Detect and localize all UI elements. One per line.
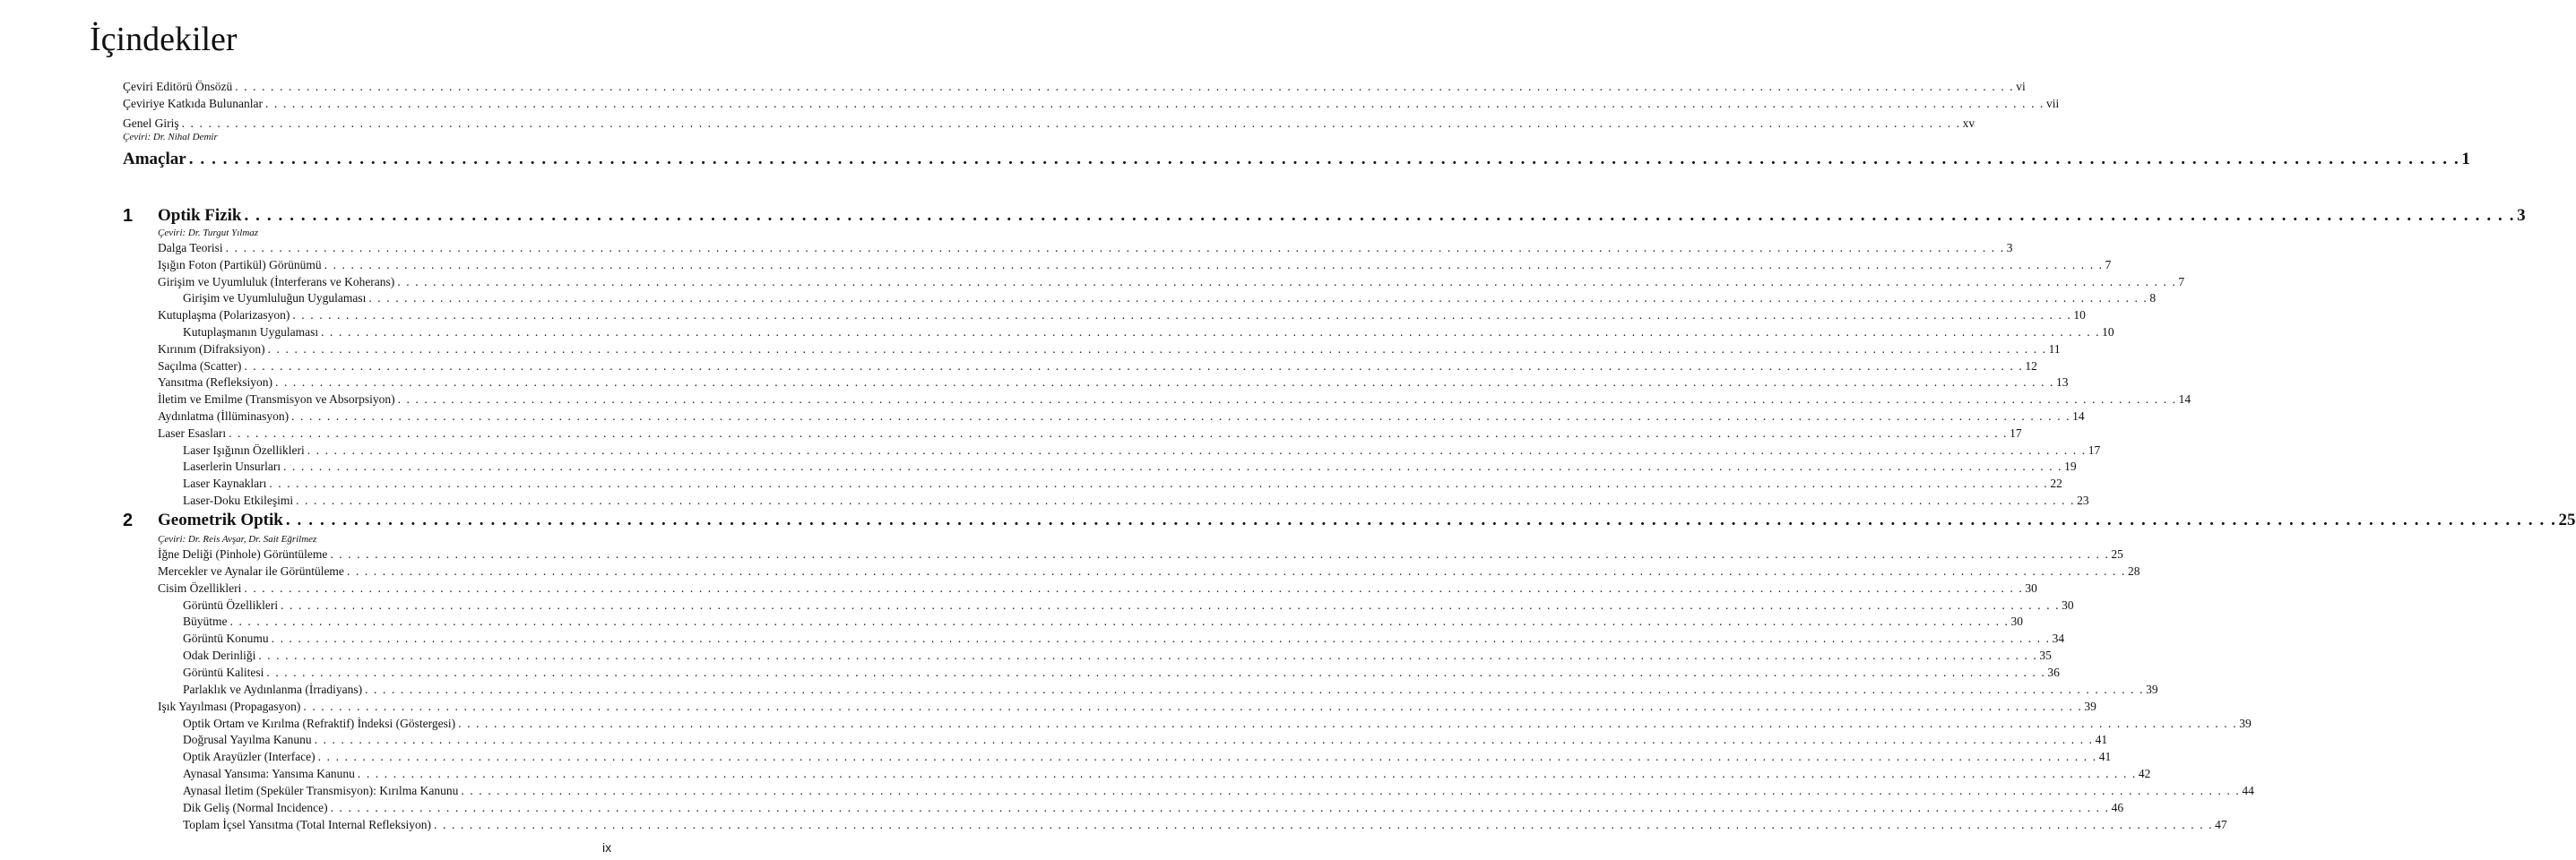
dot-leader: . . . . . . . . . . . . . . . . . . . . . . . . . . . . . . . . . . . . . . . . . . . . . . . . . . . . . . . . . . . . . . . . . . . . . . . . . . . . . . . . . . . . . . . . . . . . . . . . . . . . . . . . . . . . . . . . . . . . . . . . . . . . . . . . . . . . . . . . . . . . . . . . . . . . . . . . . . . . . . . . . . . . . . . . . . . . . . . . . . . . . . . . . . . . . . . . . . . . . . . .	[283, 460, 2063, 474]
dot-leader: . . . . . . . . . . . . . . . . . . . . . . . . . . . . . . . . . . . . . . . . . . . . . . . . . . . . . . . . . . . . . . . . . . . . . . . . . . . . . . . . . . . . . . . . . . . . . . . . . . . . . . . . . . . . . . . . . . . . . . . . . . . . . . . . . . . . . . . . . . . . . . . . . . . . . . . . . . . . . . . . . . . . . . . . . . . . . . . . . . . . . . . . . . . . . . . . . . . . . . . .	[229, 426, 2009, 440]
dot-leader: . . . . . . . . . . . . . . . . . . . . . . . . . . . . . . . . . . . . . . . . . . . . . . . . . . . . . . . . . . . . . . . . . . . . . . . . . . . . . . . . . . . . . . . . . . . . . . . . . . . . . . . . . . . . . . . . . . . . . . . . . . . . . . . . . . . . . . . . . . . . . . . . . . . . . . . . . . . . . . . . . . . . . . . . . . . . . . . . . . . . . . . . . . . . . . . . . . . . . . . .	[314, 733, 2094, 747]
toc-entry[interactable]: Laser Kaynakları . . . . . . . . . . . . . . . . . . . . . . . . . . . . . . . . . . . . . . . . . . . . . . . . . . . . . . . . . . . . . . . . . . . . . . . . . . . . . . . . . . . . . . . . . . . . . . . . . . . . . . . . . . . . . . . . . . . . . . . . . . . . . . . . . . . . . . . . . . . . . . . . . . . . . . . . . . . . . . . . . . . . . . . . . . . . . . . . . . . . . . . . . . . . . . . . . . . . . . . . 22	[183, 477, 2062, 491]
dot-leader: . . . . . . . . . . . . . . . . . . . . . . . . . . . . . . . . . . . . . . . . . . . . . . . . . . . . . . . . . . . . . . . . . . . . . . . . . . . . . . . . . . . . . . . . . . . . . . . . . . . . . . . . . . . . . . . . . . . . . . . . . . . . . . . . . . . . . . . . . . . . . . . . . . . . . . . . . . . . . . . . . . . . . . . . . . . . . . . . . . . . . . . . . . . . . . . . . . . . . . . .	[267, 341, 2047, 356]
toc-entry[interactable]: Aynasal Yansıma: Yansıma Kanunu . . . . . . . . . . . . . . . . . . . . . . . . . . . . . . . . . . . . . . . . . . . . . . . . . . . . . . . . . . . . . . . . . . . . . . . . . . . . . . . . . . . . . . . . . . . . . . . . . . . . . . . . . . . . . . . . . . . . . . . . . . . . . . . . . . . . . . . . . . . . . . . . . . . . . . . . . . . . . . . . . . . . . . . . . . . . . . . . . . . . . . . . . . . . . . . . . . . . . . . . 42	[183, 767, 2151, 781]
toc-entry[interactable]: Kutuplaşma (Polarizasyon) . . . . . . . . . . . . . . . . . . . . . . . . . . . . . . . . . . . . . . . . . . . . . . . . . . . . . . . . . . . . . . . . . . . . . . . . . . . . . . . . . . . . . . . . . . . . . . . . . . . . . . . . . . . . . . . . . . . . . . . . . . . . . . . . . . . . . . . . . . . . . . . . . . . . . . . . . . . . . . . . . . . . . . . . . . . . . . . . . . . . . . . . . . . . . . . . . . . . . . . . 10	[158, 308, 2086, 322]
dot-leader: . . . . . . . . . . . . . . . . . . . . . . . . . . . . . . . . . . . . . . . . . . . . . . . . . . . . . . . . . . . . . . . . . . . . . . . . . . . . . . . . . . . . . . . . . . . . . . . . . . . . . . . . . . . . . . . . . . . . . . . . . . . . . . . . . . . . . . . . . . . . . . . . . . . . . . . . . . . . . . . . . . . . . . . . . . . . . . . . . . . . . . . . . . . . . . . . . . . . . . . .	[303, 699, 2083, 713]
dot-leader: . . . . . . . . . . . . . . . . . . . . . . . . . . . . . . . . . . . . . . . . . . . . . . . . . . . . . . . . . . . . . . . . . . . . . . . . . . . . . . . . . . . . . . . . . . . . . . . . . . . . . . . . . . . . . . . . . . . . . . . . . . . . . . . . . . . . . . . . . . . . . . . . . . . . . . . . . . . . . . . . . . . . . . . . . . . . . . . . . . . . . . . . . . . . . . . . . . . . . . . .	[365, 682, 2145, 696]
dot-leader: . . . . . . . . . . . . . . . . . . . . . . . . . . . . . . . . . . . . . . . . . . . . . . . . . . . . . . . . . . . . . . . . . . . . . . . . . . . . . . . . . . . . . . . . . . . . . . . . . . . . . . . . . . . . . . . . . . . . . . . . . . . . . . . . . . . . . . . . . . . . . . . . . . . . . . . . . . . . . . . . . . . . . . . . . . . . . . . . . . . . . . . . . . . . . . . . . . . . . . . .	[461, 783, 2241, 797]
page-title: İçindekiler	[90, 21, 238, 58]
dot-leader: . . . . . . . . . . . . . . . . . . . . . . . . . . . . . . . . . . . . . . . . . . . . . . . . . . . . . . . . . . . . . . . . . . . . . . . . . . . . . . . . . . . . . . . . . . . . . . . . . . . . . . . . . . . . . . . . . . . . . . . . . . . . . . . . . . . . . . . . . . . . . . . . . . . . . . . . . . . . . . . . . . . . . . . . . . . . . . . . . . . . . . . . . . . . . . . . . . . . . . . .	[397, 392, 2177, 407]
toc-entry[interactable]: İletim ve Emilme (Transmisyon ve Absorpsiyon) . . . . . . . . . . . . . . . . . . . . . . . . . . . . . . . . . . . . . . . . . . . . . . . . . . . . . . . . . . . . . . . . . . . . . . . . . . . . . . . . . . . . . . . . . . . . . . . . . . . . . . . . . . . . . . . . . . . . . . . . . . . . . . . . . . . . . . . . . . . . . . . . . . . . . . . . . . . . . . . . . . . . . . . . . . . . . . . . . . . . . . . . . . . . . . . . . . . . . . . . 14	[158, 392, 2191, 407]
dot-leader: . . . . . . . . . . . . . . . . . . . . . . . . . . . . . . . . . . . . . . . . . . . . . . . . . . . . . . . . . . . . . . . . . . . . . . . . . . . . . . . . . . . . . . . . . . . . . . . . . . . . . . . . . . . . . . . . . . . . . . . . . . . . . . . . . . . . . . . . . . . . . . . . . . . . . . . . . . . . . . . . . . . . . . . . . . . . . . . . . . . . . . . . . . . . . . . . . . . . . . . .	[285, 511, 2557, 529]
dot-leader: . . . . . . . . . . . . . . . . . . . . . . . . . . . . . . . . . . . . . . . . . . . . . . . . . . . . . . . . . . . . . . . . . . . . . . . . . . . . . . . . . . . . . . . . . . . . . . . . . . . . . . . . . . . . . . . . . . . . . . . . . . . . . . . . . . . . . . . . . . . . . . . . . . . . . . . . . . . . . . . . . . . . . . . . . . . . . . . . . . . . . . . . . . . . . . . . . . . . . . . .	[357, 767, 2137, 781]
toc-entry[interactable]: Yansıtma (Refleksiyon) . . . . . . . . . . . . . . . . . . . . . . . . . . . . . . . . . . . . . . . . . . . . . . . . . . . . . . . . . . . . . . . . . . . . . . . . . . . . . . . . . . . . . . . . . . . . . . . . . . . . . . . . . . . . . . . . . . . . . . . . . . . . . . . . . . . . . . . . . . . . . . . . . . . . . . . . . . . . . . . . . . . . . . . . . . . . . . . . . . . . . . . . . . . . . . . . . . . . . . . . 13	[158, 375, 2069, 390]
toc-entry[interactable]: Görüntü Kalitesi . . . . . . . . . . . . . . . . . . . . . . . . . . . . . . . . . . . . . . . . . . . . . . . . . . . . . . . . . . . . . . . . . . . . . . . . . . . . . . . . . . . . . . . . . . . . . . . . . . . . . . . . . . . . . . . . . . . . . . . . . . . . . . . . . . . . . . . . . . . . . . . . . . . . . . . . . . . . . . . . . . . . . . . . . . . . . . . . . . . . . . . . . . . . . . . . . . . . . . . . 36	[183, 665, 2060, 679]
toc-entry[interactable]: Laser Esasları . . . . . . . . . . . . . . . . . . . . . . . . . . . . . . . . . . . . . . . . . . . . . . . . . . . . . . . . . . . . . . . . . . . . . . . . . . . . . . . . . . . . . . . . . . . . . . . . . . . . . . . . . . . . . . . . . . . . . . . . . . . . . . . . . . . . . . . . . . . . . . . . . . . . . . . . . . . . . . . . . . . . . . . . . . . . . . . . . . . . . . . . . . . . . . . . . . . . . . . . 17	[158, 426, 2022, 440]
toc-entry[interactable]: Kırınım (Difraksiyon) . . . . . . . . . . . . . . . . . . . . . . . . . . . . . . . . . . . . . . . . . . . . . . . . . . . . . . . . . . . . . . . . . . . . . . . . . . . . . . . . . . . . . . . . . . . . . . . . . . . . . . . . . . . . . . . . . . . . . . . . . . . . . . . . . . . . . . . . . . . . . . . . . . . . . . . . . . . . . . . . . . . . . . . . . . . . . . . . . . . . . . . . . . . . . . . . . . . . . . . . 11	[158, 341, 2061, 356]
dot-leader: . . . . . . . . . . . . . . . . . . . . . . . . . . . . . . . . . . . . . . . . . . . . . . . . . . . . . . . . . . . . . . . . . . . . . . . . . . . . . . . . . . . . . . . . . . . . . . . . . . . . . . . . . . . . . . . . . . . . . . . . . . . . . . . . . . . . . . . . . . . . . . . . . . . . . . . . . . . . . . . . . . . . . . . . . . . . . . . . . . . . . . . . . . . . . . . . . . . . . . . .	[324, 257, 2104, 271]
dot-leader: . . . . . . . . . . . . . . . . . . . . . . . . . . . . . . . . . . . . . . . . . . . . . . . . . . . . . . . . . . . . . . . . . . . . . . . . . . . . . . . . . . . . . . . . . . . . . . . . . . . . . . . . . . . . . . . . . . . . . . . . . . . . . . . . . . . . . . . . . . . . . . . . . . . . . . . . . . . . . . . . . . . . . . . . . . . . . . . . . . . . . . . . . . . . . . . . . . . . . . . .	[235, 80, 2015, 93]
dot-leader: . . . . . . . . . . . . . . . . . . . . . . . . . . . . . . . . . . . . . . . . . . . . . . . . . . . . . . . . . . . . . . . . . . . . . . . . . . . . . . . . . . . . . . . . . . . . . . . . . . . . . . . . . . . . . . . . . . . . . . . . . . . . . . . . . . . . . . . . . . . . . . . . . . . . . . . . . . . . . . . . . . . . . . . . . . . . . . . . . . . . . . . . . . . . . . . . . . . . . . . .	[188, 150, 2460, 168]
dot-leader: . . . . . . . . . . . . . . . . . . . . . . . . . . . . . . . . . . . . . . . . . . . . . . . . . . . . . . . . . . . . . . . . . . . . . . . . . . . . . . . . . . . . . . . . . . . . . . . . . . . . . . . . . . . . . . . . . . . . . . . . . . . . . . . . . . . . . . . . . . . . . . . . . . . . . . . . . . . . . . . . . . . . . . . . . . . . . . . . . . . . . . . . . . . . . . . . . . . . . . . .	[244, 358, 2024, 373]
chapter-number: 2	[123, 511, 134, 530]
toc-entry[interactable]: Laserlerin Unsurları . . . . . . . . . . . . . . . . . . . . . . . . . . . . . . . . . . . . . . . . . . . . . . . . . . . . . . . . . . . . . . . . . . . . . . . . . . . . . . . . . . . . . . . . . . . . . . . . . . . . . . . . . . . . . . . . . . . . . . . . . . . . . . . . . . . . . . . . . . . . . . . . . . . . . . . . . . . . . . . . . . . . . . . . . . . . . . . . . . . . . . . . . . . . . . . . . . . . . . . . 19	[183, 460, 2077, 474]
dot-leader: . . . . . . . . . . . . . . . . . . . . . . . . . . . . . . . . . . . . . . . . . . . . . . . . . . . . . . . . . . . . . . . . . . . . . . . . . . . . . . . . . . . . . . . . . . . . . . . . . . . . . . . . . . . . . . . . . . . . . . . . . . . . . . . . . . . . . . . . . . . . . . . . . . . . . . . . . . . . . . . . . . . . . . . . . . . . . . . . . . . . . . . . . . . . . . . . . . . . . . . .	[271, 632, 2051, 646]
dot-leader: . . . . . . . . . . . . . . . . . . . . . . . . . . . . . . . . . . . . . . . . . . . . . . . . . . . . . . . . . . . . . . . . . . . . . . . . . . . . . . . . . . . . . . . . . . . . . . . . . . . . . . . . . . . . . . . . . . . . . . . . . . . . . . . . . . . . . . . . . . . . . . . . . . . . . . . . . . . . . . . . . . . . . . . . . . . . . . . . . . . . . . . . . . . . . . . . . . . . . . . .	[330, 800, 2110, 814]
dot-leader: . . . . . . . . . . . . . . . . . . . . . . . . . . . . . . . . . . . . . . . . . . . . . . . . . . . . . . . . . . . . . . . . . . . . . . . . . . . . . . . . . . . . . . . . . . . . . . . . . . . . . . . . . . . . . . . . . . . . . . . . . . . . . . . . . . . . . . . . . . . . . . . . . . . . . . . . . . . . . . . . . . . . . . . . . . . . . . . . . . . . . . . . . . . . . . . . . . . . . . . .	[458, 716, 2238, 730]
toc-entry[interactable]: Laser Işığının Özellikleri . . . . . . . . . . . . . . . . . . . . . . . . . . . . . . . . . . . . . . . . . . . . . . . . . . . . . . . . . . . . . . . . . . . . . . . . . . . . . . . . . . . . . . . . . . . . . . . . . . . . . . . . . . . . . . . . . . . . . . . . . . . . . . . . . . . . . . . . . . . . . . . . . . . . . . . . . . . . . . . . . . . . . . . . . . . . . . . . . . . . . . . . . . . . . . . . . . . . . . . . 17	[183, 443, 2101, 457]
toc-entry[interactable]: Büyütme . . . . . . . . . . . . . . . . . . . . . . . . . . . . . . . . . . . . . . . . . . . . . . . . . . . . . . . . . . . . . . . . . . . . . . . . . . . . . . . . . . . . . . . . . . . . . . . . . . . . . . . . . . . . . . . . . . . . . . . . . . . . . . . . . . . . . . . . . . . . . . . . . . . . . . . . . . . . . . . . . . . . . . . . . . . . . . . . . . . . . . . . . . . . . . . . . . . . . . . . 30	[183, 615, 2024, 629]
dot-leader: . . . . . . . . . . . . . . . . . . . . . . . . . . . . . . . . . . . . . . . . . . . . . . . . . . . . . . . . . . . . . . . . . . . . . . . . . . . . . . . . . . . . . . . . . . . . . . . . . . . . . . . . . . . . . . . . . . . . . . . . . . . . . . . . . . . . . . . . . . . . . . . . . . . . . . . . . . . . . . . . . . . . . . . . . . . . . . . . . . . . . . . . . . . . . . . . . . . . . . . .	[434, 817, 2214, 831]
toc-entry-aims[interactable]: Amaçlar . . . . . . . . . . . . . . . . . . . . . . . . . . . . . . . . . . . . . . . . . . . . . . . . . . . . . . . . . . . . . . . . . . . . . . . . . . . . . . . . . . . . . . . . . . . . . . . . . . . . . . . . . . . . . . . . . . . . . . . . . . . . . . . . . . . . . . . . . . . . . . . . . . . . . . . . . . . . . . . . . . . . . . . . . . . . . . . . . . . . . . . . . . . . . . . . . . . . . . . . 1	[123, 150, 2470, 168]
toc-entry[interactable]: Laser-Doku Etkileşimi . . . . . . . . . . . . . . . . . . . . . . . . . . . . . . . . . . . . . . . . . . . . . . . . . . . . . . . . . . . . . . . . . . . . . . . . . . . . . . . . . . . . . . . . . . . . . . . . . . . . . . . . . . . . . . . . . . . . . . . . . . . . . . . . . . . . . . . . . . . . . . . . . . . . . . . . . . . . . . . . . . . . . . . . . . . . . . . . . . . . . . . . . . . . . . . . . . . . . . . . 23	[183, 494, 2089, 507]
toc-entry[interactable]: Aynasal İletim (Speküler Transmisyon): Kırılma Kanunu . . . . . . . . . . . . . . . . . . . . . . . . . . . . . . . . . . . . . . . . . . . . . . . . . . . . . . . . . . . . . . . . . . . . . . . . . . . . . . . . . . . . . . . . . . . . . . . . . . . . . . . . . . . . . . . . . . . . . . . . . . . . . . . . . . . . . . . . . . . . . . . . . . . . . . . . . . . . . . . . . . . . . . . . . . . . . . . . . . . . . . . . . . . . . . . . . . . . . . . . 44	[183, 783, 2254, 797]
dot-leader: . . . . . . . . . . . . . . . . . . . . . . . . . . . . . . . . . . . . . . . . . . . . . . . . . . . . . . . . . . . . . . . . . . . . . . . . . . . . . . . . . . . . . . . . . . . . . . . . . . . . . . . . . . . . . . . . . . . . . . . . . . . . . . . . . . . . . . . . . . . . . . . . . . . . . . . . . . . . . . . . . . . . . . . . . . . . . . . . . . . . . . . . . . . . . . . . . . . . . . . .	[275, 375, 2055, 390]
dot-leader: . . . . . . . . . . . . . . . . . . . . . . . . . . . . . . . . . . . . . . . . . . . . . . . . . . . . . . . . . . . . . . . . . . . . . . . . . . . . . . . . . . . . . . . . . . . . . . . . . . . . . . . . . . . . . . . . . . . . . . . . . . . . . . . . . . . . . . . . . . . . . . . . . . . . . . . . . . . . . . . . . . . . . . . . . . . . . . . . . . . . . . . . . . . . . . . . . . . . . . . .	[258, 649, 2038, 663]
toc-entry[interactable]: Cisim Özellikleri . . . . . . . . . . . . . . . . . . . . . . . . . . . . . . . . . . . . . . . . . . . . . . . . . . . . . . . . . . . . . . . . . . . . . . . . . . . . . . . . . . . . . . . . . . . . . . . . . . . . . . . . . . . . . . . . . . . . . . . . . . . . . . . . . . . . . . . . . . . . . . . . . . . . . . . . . . . . . . . . . . . . . . . . . . . . . . . . . . . . . . . . . . . . . . . . . . . . . . . . 30	[158, 580, 2037, 595]
toc-entry[interactable]: Dalga Teorisi . . . . . . . . . . . . . . . . . . . . . . . . . . . . . . . . . . . . . . . . . . . . . . . . . . . . . . . . . . . . . . . . . . . . . . . . . . . . . . . . . . . . . . . . . . . . . . . . . . . . . . . . . . . . . . . . . . . . . . . . . . . . . . . . . . . . . . . . . . . . . . . . . . . . . . . . . . . . . . . . . . . . . . . . . . . . . . . . . . . . . . . . . . . . . . . . . . . . . . . . 3	[158, 241, 2013, 254]
dot-leader: . . . . . . . . . . . . . . . . . . . . . . . . . . . . . . . . . . . . . . . . . . . . . . . . . . . . . . . . . . . . . . . . . . . . . . . . . . . . . . . . . . . . . . . . . . . . . . . . . . . . . . . . . . . . . . . . . . . . . . . . . . . . . . . . . . . . . . . . . . . . . . . . . . . . . . . . . . . . . . . . . . . . . . . . . . . . . . . . . . . . . . . . . . . . . . . . . . . . . . . .	[264, 97, 2044, 110]
toc-entry[interactable]: Doğrusal Yayılma Kanunu . . . . . . . . . . . . . . . . . . . . . . . . . . . . . . . . . . . . . . . . . . . . . . . . . . . . . . . . . . . . . . . . . . . . . . . . . . . . . . . . . . . . . . . . . . . . . . . . . . . . . . . . . . . . . . . . . . . . . . . . . . . . . . . . . . . . . . . . . . . . . . . . . . . . . . . . . . . . . . . . . . . . . . . . . . . . . . . . . . . . . . . . . . . . . . . . . . . . . . . . 41	[183, 733, 2108, 747]
dot-leader: . . . . . . . . . . . . . . . . . . . . . . . . . . . . . . . . . . . . . . . . . . . . . . . . . . . . . . . . . . . . . . . . . . . . . . . . . . . . . . . . . . . . . . . . . . . . . . . . . . . . . . . . . . . . . . . . . . . . . . . . . . . . . . . . . . . . . . . . . . . . . . . . . . . . . . . . . . . . . . . . . . . . . . . . . . . . . . . . . . . . . . . . . . . . . . . . . . . . . . . .	[244, 580, 2024, 595]
toc-entry[interactable]: Genel Giriş . . . . . . . . . . . . . . . . . . . . . . . . . . . . . . . . . . . . . . . . . . . . . . . . . . . . . . . . . . . . . . . . . . . . . . . . . . . . . . . . . . . . . . . . . . . . . . . . . . . . . . . . . . . . . . . . . . . . . . . . . . . . . . . . . . . . . . . . . . . . . . . . . . . . . . . . . . . . . . . . . . . . . . . . . . . . . . . . . . . . . . . . . . . . . . . . . . . . . . . . xv	[123, 116, 1975, 130]
toc-entry[interactable]: Toplam İçsel Yansıtma (Total Internal Refleksiyon) . . . . . . . . . . . . . . . . . . . . . . . . . . . . . . . . . . . . . . . . . . . . . . . . . . . . . . . . . . . . . . . . . . . . . . . . . . . . . . . . . . . . . . . . . . . . . . . . . . . . . . . . . . . . . . . . . . . . . . . . . . . . . . . . . . . . . . . . . . . . . . . . . . . . . . . . . . . . . . . . . . . . . . . . . . . . . . . . . . . . . . . . . . . . . . . . . . . . . . . . 47	[183, 817, 2227, 831]
toc-entry[interactable]: Optik Ortam ve Kırılma (Refraktif) İndeksi (Göstergesi) . . . . . . . . . . . . . . . . . . . . . . . . . . . . . . . . . . . . . . . . . . . . . . . . . . . . . . . . . . . . . . . . . . . . . . . . . . . . . . . . . . . . . . . . . . . . . . . . . . . . . . . . . . . . . . . . . . . . . . . . . . . . . . . . . . . . . . . . . . . . . . . . . . . . . . . . . . . . . . . . . . . . . . . . . . . . . . . . . . . . . . . . . . . . . . . . . . . . . . . . 39	[183, 716, 2252, 730]
dot-leader: . . . . . . . . . . . . . . . . . . . . . . . . . . . . . . . . . . . . . . . . . . . . . . . . . . . . . . . . . . . . . . . . . . . . . . . . . . . . . . . . . . . . . . . . . . . . . . . . . . . . . . . . . . . . . . . . . . . . . . . . . . . . . . . . . . . . . . . . . . . . . . . . . . . . . . . . . . . . . . . . . . . . . . . . . . . . . . . . . . . . . . . . . . . . . . . . . . . . . . . .	[368, 291, 2148, 305]
dot-leader: . . . . . . . . . . . . . . . . . . . . . . . . . . . . . . . . . . . . . . . . . . . . . . . . . . . . . . . . . . . . . . . . . . . . . . . . . . . . . . . . . . . . . . . . . . . . . . . . . . . . . . . . . . . . . . . . . . . . . . . . . . . . . . . . . . . . . . . . . . . . . . . . . . . . . . . . . . . . . . . . . . . . . . . . . . . . . . . . . . . . . . . . . . . . . . . . . . . . . . . .	[281, 598, 2061, 612]
chapter-number: 1	[123, 206, 134, 226]
toc-entry[interactable]: Girişim ve Uyumluluk (İnterferans ve Koherans) . . . . . . . . . . . . . . . . . . . . . . . . . . . . . . . . . . . . . . . . . . . . . . . . . . . . . . . . . . . . . . . . . . . . . . . . . . . . . . . . . . . . . . . . . . . . . . . . . . . . . . . . . . . . . . . . . . . . . . . . . . . . . . . . . . . . . . . . . . . . . . . . . . . . . . . . . . . . . . . . . . . . . . . . . . . . . . . . . . . . . . . . . . . . . . . . . . . . . . . . 7	[158, 274, 2185, 288]
dot-leader: . . . . . . . . . . . . . . . . . . . . . . . . . . . . . . . . . . . . . . . . . . . . . . . . . . . . . . . . . . . . . . . . . . . . . . . . . . . . . . . . . . . . . . . . . . . . . . . . . . . . . . . . . . . . . . . . . . . . . . . . . . . . . . . . . . . . . . . . . . . . . . . . . . . . . . . . . . . . . . . . . . . . . . . . . . . . . . . . . . . . . . . . . . . . . . . . . . . . . . . .	[296, 494, 2076, 507]
toc-entry[interactable]: Dik Geliş (Normal Incidence) . . . . . . . . . . . . . . . . . . . . . . . . . . . . . . . . . . . . . . . . . . . . . . . . . . . . . . . . . . . . . . . . . . . . . . . . . . . . . . . . . . . . . . . . . . . . . . . . . . . . . . . . . . . . . . . . . . . . . . . . . . . . . . . . . . . . . . . . . . . . . . . . . . . . . . . . . . . . . . . . . . . . . . . . . . . . . . . . . . . . . . . . . . . . . . . . . . . . . . . . 46	[183, 800, 2124, 814]
toc-entry[interactable]: Aydınlatma (İllüminasyon) . . . . . . . . . . . . . . . . . . . . . . . . . . . . . . . . . . . . . . . . . . . . . . . . . . . . . . . . . . . . . . . . . . . . . . . . . . . . . . . . . . . . . . . . . . . . . . . . . . . . . . . . . . . . . . . . . . . . . . . . . . . . . . . . . . . . . . . . . . . . . . . . . . . . . . . . . . . . . . . . . . . . . . . . . . . . . . . . . . . . . . . . . . . . . . . . . . . . . . . . 14	[158, 409, 2085, 423]
dot-leader: . . . . . . . . . . . . . . . . . . . . . . . . . . . . . . . . . . . . . . . . . . . . . . . . . . . . . . . . . . . . . . . . . . . . . . . . . . . . . . . . . . . . . . . . . . . . . . . . . . . . . . . . . . . . . . . . . . . . . . . . . . . . . . . . . . . . . . . . . . . . . . . . . . . . . . . . . . . . . . . . . . . . . . . . . . . . . . . . . . . . . . . . . . . . . . . . . . . . . . . .	[317, 750, 2097, 764]
dot-leader: . . . . . . . . . . . . . . . . . . . . . . . . . . . . . . . . . . . . . . . . . . . . . . . . . . . . . . . . . . . . . . . . . . . . . . . . . . . . . . . . . . . . . . . . . . . . . . . . . . . . . . . . . . . . . . . . . . . . . . . . . . . . . . . . . . . . . . . . . . . . . . . . . . . . . . . . . . . . . . . . . . . . . . . . . . . . . . . . . . . . . . . . . . . . . . . . . . . . . . . .	[269, 477, 2049, 491]
dot-leader: . . . . . . . . . . . . . . . . . . . . . . . . . . . . . . . . . . . . . . . . . . . . . . . . . . . . . . . . . . . . . . . . . . . . . . . . . . . . . . . . . . . . . . . . . . . . . . . . . . . . . . . . . . . . . . . . . . . . . . . . . . . . . . . . . . . . . . . . . . . . . . . . . . . . . . . . . . . . . . . . . . . . . . . . . . . . . . . . . . . . . . . . . . . . . . . . . . . . . . . .	[292, 308, 2072, 322]
page-number: ix	[602, 840, 612, 855]
toc-entry[interactable]: Odak Derinliği . . . . . . . . . . . . . . . . . . . . . . . . . . . . . . . . . . . . . . . . . . . . . . . . . . . . . . . . . . . . . . . . . . . . . . . . . . . . . . . . . . . . . . . . . . . . . . . . . . . . . . . . . . . . . . . . . . . . . . . . . . . . . . . . . . . . . . . . . . . . . . . . . . . . . . . . . . . . . . . . . . . . . . . . . . . . . . . . . . . . . . . . . . . . . . . . . . . . . . . . 35	[183, 649, 2052, 663]
dot-leader: . . . . . . . . . . . . . . . . . . . . . . . . . . . . . . . . . . . . . . . . . . . . . . . . . . . . . . . . . . . . . . . . . . . . . . . . . . . . . . . . . . . . . . . . . . . . . . . . . . . . . . . . . . . . . . . . . . . . . . . . . . . . . . . . . . . . . . . . . . . . . . . . . . . . . . . . . . . . . . . . . . . . . . . . . . . . . . . . . . . . . . . . . . . . . . . . . . . . . . . .	[181, 116, 1961, 130]
chapter-heading[interactable]: Optik Fizik . . . . . . . . . . . . . . . . . . . . . . . . . . . . . . . . . . . . . . . . . . . . . . . . . . . . . . . . . . . . . . . . . . . . . . . . . . . . . . . . . . . . . . . . . . . . . . . . . . . . . . . . . . . . . . . . . . . . . . . . . . . . . . . . . . . . . . . . . . . . . . . . . . . . . . . . . . . . . . . . . . . . . . . . . . . . . . . . . . . . . . . . . . . . . . . . . . . . . . . . 3	[158, 206, 2526, 225]
dot-leader: . . . . . . . . . . . . . . . . . . . . . . . . . . . . . . . . . . . . . . . . . . . . . . . . . . . . . . . . . . . . . . . . . . . . . . . . . . . . . . . . . . . . . . . . . . . . . . . . . . . . . . . . . . . . . . . . . . . . . . . . . . . . . . . . . . . . . . . . . . . . . . . . . . . . . . . . . . . . . . . . . . . . . . . . . . . . . . . . . . . . . . . . . . . . . . . . . . . . . . . .	[244, 206, 2516, 225]
dot-leader: . . . . . . . . . . . . . . . . . . . . . . . . . . . . . . . . . . . . . . . . . . . . . . . . . . . . . . . . . . . . . . . . . . . . . . . . . . . . . . . . . . . . . . . . . . . . . . . . . . . . . . . . . . . . . . . . . . . . . . . . . . . . . . . . . . . . . . . . . . . . . . . . . . . . . . . . . . . . . . . . . . . . . . . . . . . . . . . . . . . . . . . . . . . . . . . . . . . . . . . .	[397, 274, 2177, 288]
dot-leader: . . . . . . . . . . . . . . . . . . . . . . . . . . . . . . . . . . . . . . . . . . . . . . . . . . . . . . . . . . . . . . . . . . . . . . . . . . . . . . . . . . . . . . . . . . . . . . . . . . . . . . . . . . . . . . . . . . . . . . . . . . . . . . . . . . . . . . . . . . . . . . . . . . . . . . . . . . . . . . . . . . . . . . . . . . . . . . . . . . . . . . . . . . . . . . . . . . . . . . . .	[291, 409, 2071, 423]
dot-leader: . . . . . . . . . . . . . . . . . . . . . . . . . . . . . . . . . . . . . . . . . . . . . . . . . . . . . . . . . . . . . . . . . . . . . . . . . . . . . . . . . . . . . . . . . . . . . . . . . . . . . . . . . . . . . . . . . . . . . . . . . . . . . . . . . . . . . . . . . . . . . . . . . . . . . . . . . . . . . . . . . . . . . . . . . . . . . . . . . . . . . . . . . . . . . . . . . . . . . . . .	[225, 241, 2005, 254]
dot-leader: . . . . . . . . . . . . . . . . . . . . . . . . . . . . . . . . . . . . . . . . . . . . . . . . . . . . . . . . . . . . . . . . . . . . . . . . . . . . . . . . . . . . . . . . . . . . . . . . . . . . . . . . . . . . . . . . . . . . . . . . . . . . . . . . . . . . . . . . . . . . . . . . . . . . . . . . . . . . . . . . . . . . . . . . . . . . . . . . . . . . . . . . . . . . . . . . . . . . . . . .	[321, 325, 2101, 339]
toc-entry[interactable]: Kutuplaşmanın Uygulaması . . . . . . . . . . . . . . . . . . . . . . . . . . . . . . . . . . . . . . . . . . . . . . . . . . . . . . . . . . . . . . . . . . . . . . . . . . . . . . . . . . . . . . . . . . . . . . . . . . . . . . . . . . . . . . . . . . . . . . . . . . . . . . . . . . . . . . . . . . . . . . . . . . . . . . . . . . . . . . . . . . . . . . . . . . . . . . . . . . . . . . . . . . . . . . . . . . . . . . . . 10	[183, 325, 2114, 339]
toc-entry[interactable]: Mercekler ve Aynalar ile Görüntüleme . . . . . . . . . . . . . . . . . . . . . . . . . . . . . . . . . . . . . . . . . . . . . . . . . . . . . . . . . . . . . . . . . . . . . . . . . . . . . . . . . . . . . . . . . . . . . . . . . . . . . . . . . . . . . . . . . . . . . . . . . . . . . . . . . . . . . . . . . . . . . . . . . . . . . . . . . . . . . . . . . . . . . . . . . . . . . . . . . . . . . . . . . . . . . . . . . . . . . . . . 28	[158, 563, 2140, 578]
toc-entry[interactable]: Işığın Foton (Partikül) Görünümü . . . . . . . . . . . . . . . . . . . . . . . . . . . . . . . . . . . . . . . . . . . . . . . . . . . . . . . . . . . . . . . . . . . . . . . . . . . . . . . . . . . . . . . . . . . . . . . . . . . . . . . . . . . . . . . . . . . . . . . . . . . . . . . . . . . . . . . . . . . . . . . . . . . . . . . . . . . . . . . . . . . . . . . . . . . . . . . . . . . . . . . . . . . . . . . . . . . . . . . . 7	[158, 257, 2112, 271]
toc-entry[interactable]: Görüntü Özellikleri . . . . . . . . . . . . . . . . . . . . . . . . . . . . . . . . . . . . . . . . . . . . . . . . . . . . . . . . . . . . . . . . . . . . . . . . . . . . . . . . . . . . . . . . . . . . . . . . . . . . . . . . . . . . . . . . . . . . . . . . . . . . . . . . . . . . . . . . . . . . . . . . . . . . . . . . . . . . . . . . . . . . . . . . . . . . . . . . . . . . . . . . . . . . . . . . . . . . . . . . 30	[183, 598, 2074, 612]
translator-credit: Çeviri: Dr. Nihal Demir	[123, 132, 218, 142]
toc-entry[interactable]: Çeviriye Katkıda Bulunanlar . . . . . . . . . . . . . . . . . . . . . . . . . . . . . . . . . . . . . . . . . . . . . . . . . . . . . . . . . . . . . . . . . . . . . . . . . . . . . . . . . . . . . . . . . . . . . . . . . . . . . . . . . . . . . . . . . . . . . . . . . . . . . . . . . . . . . . . . . . . . . . . . . . . . . . . . . . . . . . . . . . . . . . . . . . . . . . . . . . . . . . . . . . . . . . . . . . . . . . . . vii	[123, 97, 2060, 110]
toc-entry[interactable]: Görüntü Konumu . . . . . . . . . . . . . . . . . . . . . . . . . . . . . . . . . . . . . . . . . . . . . . . . . . . . . . . . . . . . . . . . . . . . . . . . . . . . . . . . . . . . . . . . . . . . . . . . . . . . . . . . . . . . . . . . . . . . . . . . . . . . . . . . . . . . . . . . . . . . . . . . . . . . . . . . . . . . . . . . . . . . . . . . . . . . . . . . . . . . . . . . . . . . . . . . . . . . . . . . 34	[183, 632, 2065, 646]
dot-leader: . . . . . . . . . . . . . . . . . . . . . . . . . . . . . . . . . . . . . . . . . . . . . . . . . . . . . . . . . . . . . . . . . . . . . . . . . . . . . . . . . . . . . . . . . . . . . . . . . . . . . . . . . . . . . . . . . . . . . . . . . . . . . . . . . . . . . . . . . . . . . . . . . . . . . . . . . . . . . . . . . . . . . . . . . . . . . . . . . . . . . . . . . . . . . . . . . . . . . . . .	[330, 547, 2110, 561]
dot-leader: . . . . . . . . . . . . . . . . . . . . . . . . . . . . . . . . . . . . . . . . . . . . . . . . . . . . . . . . . . . . . . . . . . . . . . . . . . . . . . . . . . . . . . . . . . . . . . . . . . . . . . . . . . . . . . . . . . . . . . . . . . . . . . . . . . . . . . . . . . . . . . . . . . . . . . . . . . . . . . . . . . . . . . . . . . . . . . . . . . . . . . . . . . . . . . . . . . . . . . . .	[346, 563, 2126, 578]
dot-leader: . . . . . . . . . . . . . . . . . . . . . . . . . . . . . . . . . . . . . . . . . . . . . . . . . . . . . . . . . . . . . . . . . . . . . . . . . . . . . . . . . . . . . . . . . . . . . . . . . . . . . . . . . . . . . . . . . . . . . . . . . . . . . . . . . . . . . . . . . . . . . . . . . . . . . . . . . . . . . . . . . . . . . . . . . . . . . . . . . . . . . . . . . . . . . . . . . . . . . . . .	[266, 665, 2046, 679]
translator-credit: Çeviri: Dr. Turgut Yılmaz	[158, 228, 259, 238]
translator-credit: Çeviri: Dr. Reis Avşar, Dr. Sait Eğrilmez	[158, 534, 317, 545]
dot-leader: . . . . . . . . . . . . . . . . . . . . . . . . . . . . . . . . . . . . . . . . . . . . . . . . . . . . . . . . . . . . . . . . . . . . . . . . . . . . . . . . . . . . . . . . . . . . . . . . . . . . . . . . . . . . . . . . . . . . . . . . . . . . . . . . . . . . . . . . . . . . . . . . . . . . . . . . . . . . . . . . . . . . . . . . . . . . . . . . . . . . . . . . . . . . . . . . . . . . . . . .	[229, 615, 2010, 629]
toc-entry[interactable]: Saçılma (Scatter) . . . . . . . . . . . . . . . . . . . . . . . . . . . . . . . . . . . . . . . . . . . . . . . . . . . . . . . . . . . . . . . . . . . . . . . . . . . . . . . . . . . . . . . . . . . . . . . . . . . . . . . . . . . . . . . . . . . . . . . . . . . . . . . . . . . . . . . . . . . . . . . . . . . . . . . . . . . . . . . . . . . . . . . . . . . . . . . . . . . . . . . . . . . . . . . . . . . . . . . . 12	[158, 358, 2037, 373]
toc-entry[interactable]: Girişim ve Uyumluluğun Uygulaması . . . . . . . . . . . . . . . . . . . . . . . . . . . . . . . . . . . . . . . . . . . . . . . . . . . . . . . . . . . . . . . . . . . . . . . . . . . . . . . . . . . . . . . . . . . . . . . . . . . . . . . . . . . . . . . . . . . . . . . . . . . . . . . . . . . . . . . . . . . . . . . . . . . . . . . . . . . . . . . . . . . . . . . . . . . . . . . . . . . . . . . . . . . . . . . . . . . . . . . . 8	[183, 291, 2157, 305]
toc-entry[interactable]: Optik Arayüzler (Interface) . . . . . . . . . . . . . . . . . . . . . . . . . . . . . . . . . . . . . . . . . . . . . . . . . . . . . . . . . . . . . . . . . . . . . . . . . . . . . . . . . . . . . . . . . . . . . . . . . . . . . . . . . . . . . . . . . . . . . . . . . . . . . . . . . . . . . . . . . . . . . . . . . . . . . . . . . . . . . . . . . . . . . . . . . . . . . . . . . . . . . . . . . . . . . . . . . . . . . . . . 41	[183, 750, 2112, 764]
toc-entry[interactable]: Parlaklık ve Aydınlanma (İrradiyans) . . . . . . . . . . . . . . . . . . . . . . . . . . . . . . . . . . . . . . . . . . . . . . . . . . . . . . . . . . . . . . . . . . . . . . . . . . . . . . . . . . . . . . . . . . . . . . . . . . . . . . . . . . . . . . . . . . . . . . . . . . . . . . . . . . . . . . . . . . . . . . . . . . . . . . . . . . . . . . . . . . . . . . . . . . . . . . . . . . . . . . . . . . . . . . . . . . . . . . . . 39	[183, 682, 2158, 696]
toc-entry[interactable]: Işık Yayılması (Propagasyon) . . . . . . . . . . . . . . . . . . . . . . . . . . . . . . . . . . . . . . . . . . . . . . . . . . . . . . . . . . . . . . . . . . . . . . . . . . . . . . . . . . . . . . . . . . . . . . . . . . . . . . . . . . . . . . . . . . . . . . . . . . . . . . . . . . . . . . . . . . . . . . . . . . . . . . . . . . . . . . . . . . . . . . . . . . . . . . . . . . . . . . . . . . . . . . . . . . . . . . . . 39	[158, 699, 2096, 713]
toc-entry[interactable]: Çeviri Editörü Önsözü . . . . . . . . . . . . . . . . . . . . . . . . . . . . . . . . . . . . . . . . . . . . . . . . . . . . . . . . . . . . . . . . . . . . . . . . . . . . . . . . . . . . . . . . . . . . . . . . . . . . . . . . . . . . . . . . . . . . . . . . . . . . . . . . . . . . . . . . . . . . . . . . . . . . . . . . . . . . . . . . . . . . . . . . . . . . . . . . . . . . . . . . . . . . . . . . . . . . . . . . vi	[123, 80, 2026, 93]
toc-entry[interactable]: İğne Deliği (Pinhole) Görüntüleme . . . . . . . . . . . . . . . . . . . . . . . . . . . . . . . . . . . . . . . . . . . . . . . . . . . . . . . . . . . . . . . . . . . . . . . . . . . . . . . . . . . . . . . . . . . . . . . . . . . . . . . . . . . . . . . . . . . . . . . . . . . . . . . . . . . . . . . . . . . . . . . . . . . . . . . . . . . . . . . . . . . . . . . . . . . . . . . . . . . . . . . . . . . . . . . . . . . . . . . . 25	[158, 547, 2123, 561]
dot-leader: . . . . . . . . . . . . . . . . . . . . . . . . . . . . . . . . . . . . . . . . . . . . . . . . . . . . . . . . . . . . . . . . . . . . . . . . . . . . . . . . . . . . . . . . . . . . . . . . . . . . . . . . . . . . . . . . . . . . . . . . . . . . . . . . . . . . . . . . . . . . . . . . . . . . . . . . . . . . . . . . . . . . . . . . . . . . . . . . . . . . . . . . . . . . . . . . . . . . . . . .	[307, 443, 2087, 457]
chapter-heading[interactable]: Geometrik Optik . . . . . . . . . . . . . . . . . . . . . . . . . . . . . . . . . . . . . . . . . . . . . . . . . . . . . . . . . . . . . . . . . . . . . . . . . . . . . . . . . . . . . . . . . . . . . . . . . . . . . . . . . . . . . . . . . . . . . . . . . . . . . . . . . . . . . . . . . . . . . . . . . . . . . . . . . . . . . . . . . . . . . . . . . . . . . . . . . . . . . . . . . . . . . . . . . . . . . . . . 25	[158, 511, 2576, 529]
